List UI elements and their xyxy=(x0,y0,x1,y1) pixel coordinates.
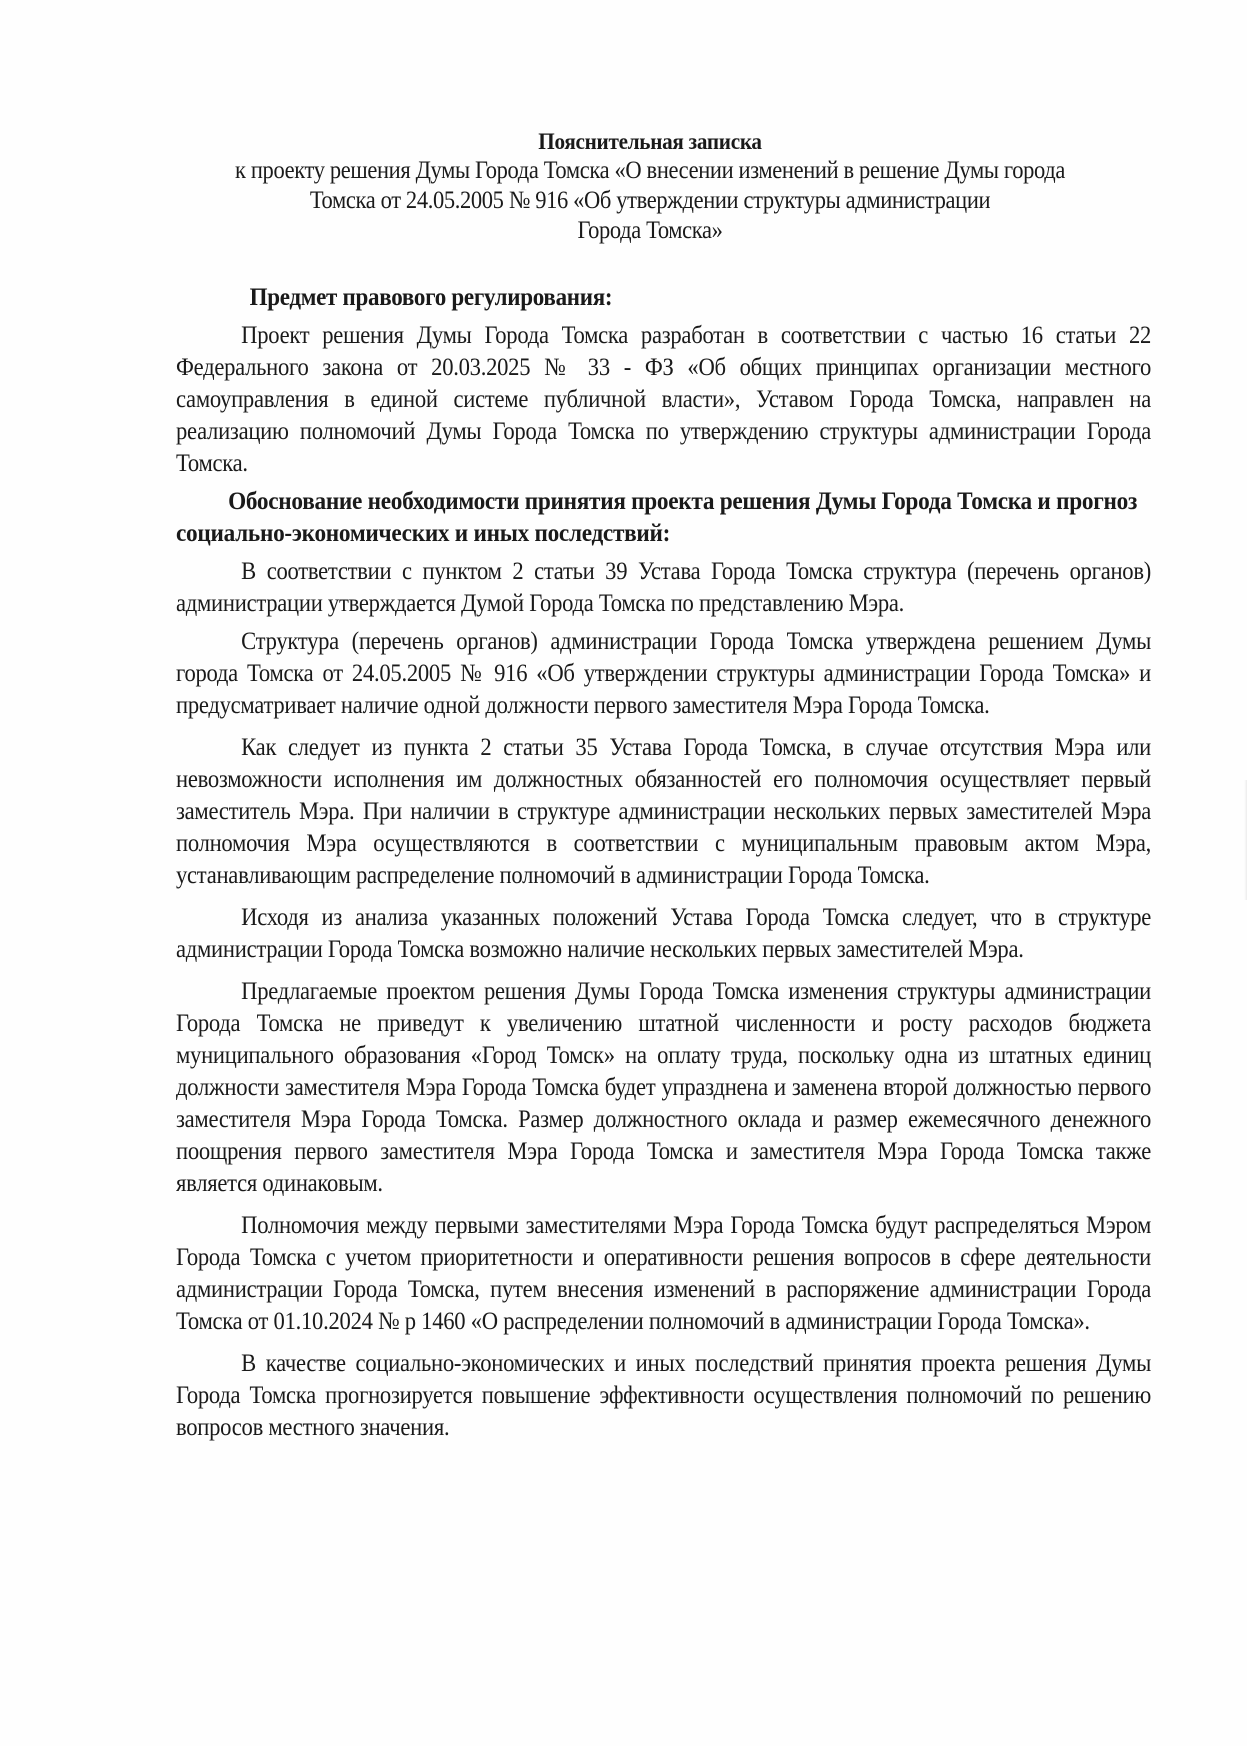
document-body xyxy=(176,282,1151,1444)
paragraph: Как следует из пункта 2 статьи 35 Устава Города Томска, в случае отсутствия Мэра или невозможности исполнения им должностных обязанностей его полномочия осуществляет первый заместитель Мэра. При наличии в структуре администрации нескольких первых заместителей Мэра полномочия Мэра осуществляются в соответствии с муниципальным правовым актом Мэра, устанавливающим распределение полномочий в администрации Города Томска. xyxy=(176,734,1152,889)
document-title: Пояснительная записка xyxy=(538,129,762,154)
paragraph: Предлагаемые проектом решения Думы Города Томска изменения структуры администрации Города Томска не приведут к увеличению штатной численности и росту расходов бюджета муниципального образования «Город Томск» на оплату труда, поскольку одна из штатных единиц должности заместителя Мэра Города Томска будет упразднена и заменена второй должностью первого заместителя Мэра Города Томска. Размер должностного оклада и размер ежемесячного денежного поощрения первого заместителя Мэра Города Томска и заместителя Мэра Города Томска также является одинаковым. xyxy=(176,978,1152,1197)
paragraph: В качестве социально-экономических и иных последствий принятия проекта решения Думы Города Томска прогнозируется повышение эффективности осуществления полномочий по решению вопросов местного значения. xyxy=(176,1350,1152,1441)
paragraph: Исходя из анализа указанных положений Устава Города Томска следует, что в структуре администрации Города Томска возможно наличие нескольких первых заместителей Мэра. xyxy=(176,904,1152,963)
section-heading-justification: Обоснование необходимости принятия проекта решения Думы Города Томска и прогноз социально-экономических и иных последствий: xyxy=(176,488,1138,547)
document-header xyxy=(150,128,1150,246)
document-subtitle-line-2: Томска от 24.05.2005 № 916 «Об утверждении структуры администрации xyxy=(309,187,991,214)
paragraph: Структура (перечень органов) администрации Города Томска утверждена решением Думы города Томска от 24.05.2005 № 916 «Об утверждении структуры администрации Города Томска» и предусматривает наличие одной должности первого заместителя Мэра Города Томска. xyxy=(176,628,1152,719)
document-subtitle-line-3: Города Томска» xyxy=(577,217,723,244)
section-heading-subject: Предмет правового регулирования: xyxy=(249,284,613,311)
paragraph: Полномочия между первыми заместителями Мэра Города Томска будут распределяться Мэром Города Томска с учетом приоритетности и оперативности решения вопросов в сфере деятельности администрации Города Томска, путем внесения изменений в распоряжение администрации Города Томска от 01.10.2024 № р 1460 «О распределении полномочий в администрации Города Томска». xyxy=(176,1212,1152,1335)
document-subtitle-line-1: к проекту решения Думы Города Томска «О внесении изменений в решение Думы города xyxy=(235,157,1065,184)
paragraph: В соответствии с пунктом 2 статьи 39 Устава Города Томска структура (перечень органов) администрации утверждается Думой Города Томска по представлению Мэра. xyxy=(176,558,1152,617)
paragraph: Проект решения Думы Города Томска разработан в соответствии с частью 16 статьи 22 Федерального закона от 20.03.2025 № 33 - ФЗ «Об общих принципах организации местного самоуправления в единой системе публичной власти», Уставом Города Томска, направлен на реализацию полномочий Думы Города Томска по утверждению структуры администрации Города Томска. xyxy=(176,322,1152,477)
